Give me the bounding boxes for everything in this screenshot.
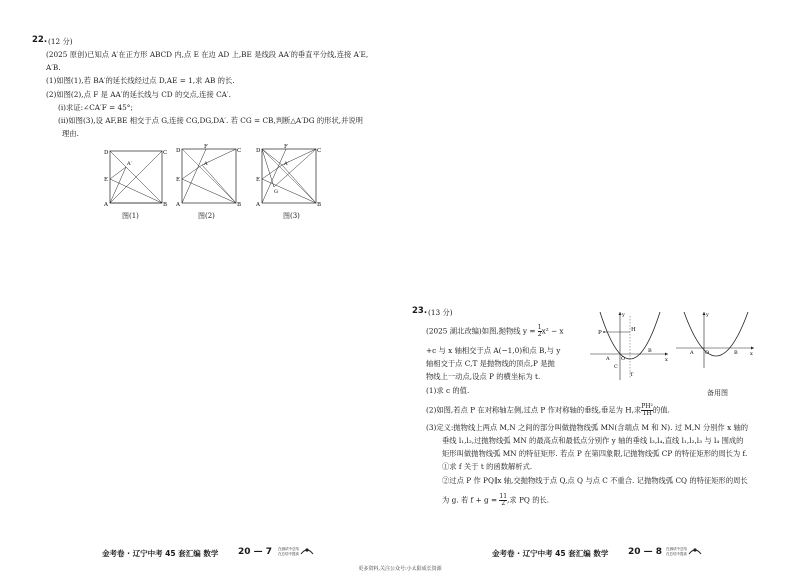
q22-figure-2 <box>172 143 252 207</box>
q23-parabola-figure <box>586 310 670 382</box>
q22-part1: (1)如图(1),若 BA′的延长线经过点 D,AE = 1,求 AB 的长. <box>46 76 235 85</box>
footer-tag-line2: 在总结中提高 <box>278 552 299 556</box>
q23-stem-line3: 轴相交于点 C,T 是抛物线的顶点,P 是抛 <box>426 359 555 368</box>
q23-part3-line1: (3)定义:抛物线上两点 M,N 之间的部分叫做抛物线弧 MN(含端点 M 和 N). 过 M,N 分别作 x 轴的 <box>426 423 749 432</box>
footer-tag-line2: 在总结中提高 <box>666 552 687 556</box>
footer-title-left: 金考卷 · 辽宁中考 45 套汇编 数学 <box>102 549 219 558</box>
label-A: A <box>690 350 694 356</box>
label-C: C <box>237 148 242 154</box>
logo-icon <box>688 545 702 557</box>
q23-number: 23. <box>412 306 428 316</box>
label-y: y <box>622 312 625 318</box>
label-E: E <box>104 177 109 183</box>
label-A: A <box>256 202 260 207</box>
page-number-left: 20 — 7 <box>238 547 273 557</box>
q23-part3-sub1: ①求 f 关于 t 的函数解析式. <box>442 462 533 471</box>
q23-part3-sub2-cont: 为 g. 若 f + g = $\frac{11}{2}$ ,求 PQ 的长. <box>442 493 550 507</box>
label-O: O <box>621 356 626 362</box>
q23-part3-line3: 矩形叫做抛物线弧 MN 的特征矩形. 若点 P 在第四象限,记抛物线弧 CP 的特征矩形的周长为 f. <box>442 449 748 458</box>
label-A1: A′ <box>284 161 289 167</box>
q22-figure-3 <box>252 143 332 207</box>
label-B: B <box>648 348 652 354</box>
label-H: H <box>631 327 636 333</box>
label-B: B <box>163 202 168 207</box>
label-y: y <box>706 312 709 318</box>
label-D: D <box>176 148 181 154</box>
label-A1: A′ <box>127 161 132 167</box>
label-A: A <box>104 202 108 207</box>
q23-part1: (1)求 c 的值. <box>426 386 470 395</box>
label-A1: A′ <box>204 161 209 167</box>
label-B: B <box>237 202 242 207</box>
label-T: T <box>630 372 634 378</box>
q23-part2: (2)如图,若点 P 在对称轴左侧,过点 P 作对称轴的垂线,垂足为 H,求 $\frac{\text{PH²}}{TH}$ 的值. <box>426 403 670 417</box>
q22-sub1: (ⅰ)求证:∠CA′F = 45°; <box>58 103 133 112</box>
right-page <box>400 0 800 577</box>
caption-fig3: 图(3) <box>283 212 300 220</box>
q23-score: (13 分) <box>428 308 453 317</box>
q23-part3-line2: 垂线 l₁,l₂,过抛物线弧 MN 的最高点和最低点分别作 y 轴的垂线 l₃,l₄,直线 l₁,l₂,l₃ 与 l₄ 围成的 <box>442 436 744 445</box>
label-x: x <box>665 357 668 363</box>
q22-sub2-cont: 理由. <box>62 129 79 138</box>
q23-stem-line2: +c 与 x 轴相交于点 A(−1,0)和点 B,与 y <box>426 346 561 355</box>
footer-tag-line1: 在测试中总结 <box>278 547 299 551</box>
q23-part3-sub2: ②过点 P 作 PQ∥x 轴,交抛物线于点 Q,点 Q 与点 C 不重合. 记抛物线弧 CQ 的特征矩形的周长 <box>442 476 748 485</box>
label-G: G <box>274 189 278 195</box>
label-D: D <box>104 150 109 156</box>
label-A: A <box>606 356 610 362</box>
label-D: D <box>256 148 261 154</box>
label-O: O <box>705 350 710 356</box>
label-E: E <box>256 177 261 183</box>
label-A: A <box>176 202 180 207</box>
q22-figure-1 <box>100 145 180 207</box>
q23-spare-figure <box>672 310 756 370</box>
label-C: C <box>163 150 168 156</box>
caption-fig1: 图(1) <box>122 212 139 220</box>
q22-score: (12 分) <box>48 37 73 46</box>
q22-sub2: (ⅱ)如图(3),设 AF,BE 相交于点 G,连接 CG,DG,DA′. 若 CG = CB,判断△A′DG 的形状,并说明 <box>58 116 363 125</box>
label-x: x <box>750 351 753 357</box>
q22-stem-line1: (2025 原创)已知点 A′在正方形 ABCD 内,点 E 在边 AD 上,BE 是线段 AA′的垂直平分线,连接 A′E, <box>46 50 369 59</box>
label-C: C <box>614 364 618 370</box>
footer-title-right: 金考卷 · 辽宁中考 45 套汇编 数学 <box>492 549 609 558</box>
q23-stem-line1: (2025 湖北改编)如图,抛物线 y = $\frac{1}{2}$ x² − x <box>426 324 564 338</box>
spare-figure-caption: 备用图 <box>707 389 728 397</box>
bottom-note: 更多资料,关注公众号:小太阳成长资源 <box>358 566 442 572</box>
page-number-right: 20 — 8 <box>628 547 663 557</box>
label-F: F <box>284 144 288 150</box>
footer-tag-line1: 在测试中总结 <box>666 547 687 551</box>
q22-number: 22. <box>32 35 48 45</box>
label-B: B <box>317 202 322 207</box>
label-F: F <box>204 144 208 150</box>
q23-stem-line4: 物线上一动点,设点 P 的横坐标为 t. <box>426 372 541 381</box>
label-P: P <box>598 330 602 336</box>
label-E: E <box>176 177 181 183</box>
caption-fig2: 图(2) <box>198 212 215 220</box>
label-B: B <box>734 350 738 356</box>
logo-icon <box>300 545 314 557</box>
label-C: C <box>317 148 322 154</box>
q22-part2: (2)如图(2),点 F 是 AA′的延长线与 CD 的交点,连接 CA′. <box>46 90 231 99</box>
q22-stem-line2: A′B. <box>46 63 61 72</box>
